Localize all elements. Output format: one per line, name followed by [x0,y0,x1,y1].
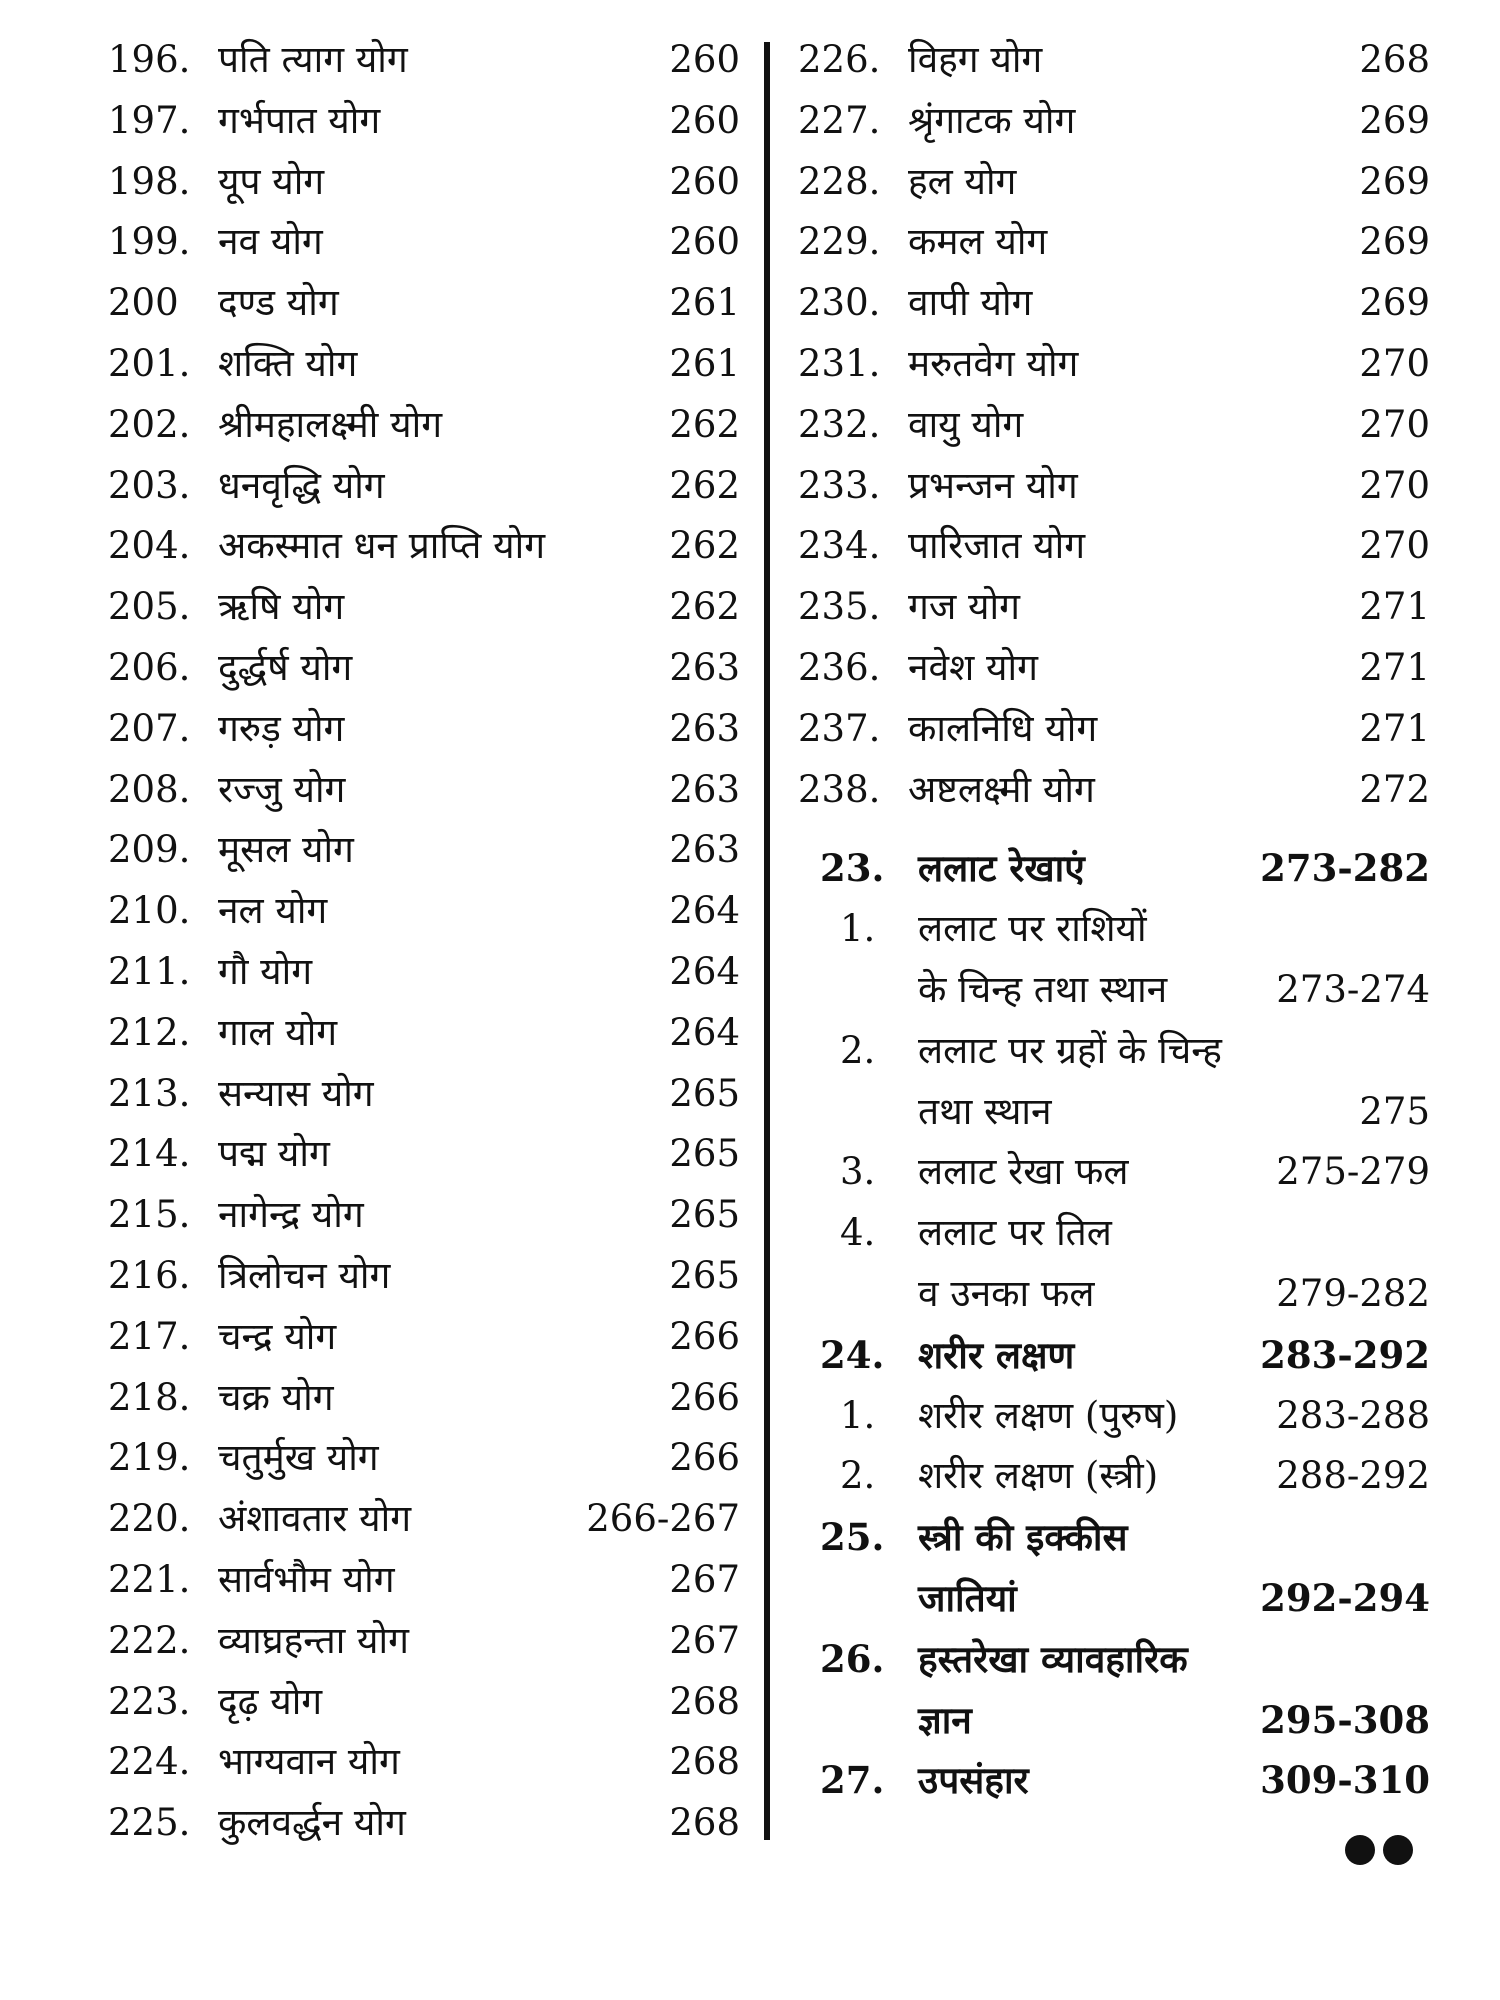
entry-page: 263 [669,645,740,689]
toc-entry-row [100,212,740,273]
entry-number: 2. [840,1028,876,1072]
entry-title: कुलवर्द्धन योग [218,1801,406,1845]
toc-entry-row [100,638,740,699]
entry-title: ललाट पर ग्रहों के चिन्ह [918,1028,1222,1072]
entry-page: 267 [669,1618,740,1662]
chapter-26-row [790,1629,1430,1690]
toc-entry-row [100,760,740,821]
entry-number: 204. [108,524,191,568]
entry-title: ऋषि योग [218,585,345,629]
entry-number: 218. [108,1375,191,1419]
entry-number: 225. [108,1801,191,1845]
entry-title: गौ योग [218,949,313,993]
entry-number: 196. [108,38,191,81]
entry-page: 266 [669,1314,740,1358]
toc-entry-row [790,212,1430,273]
entry-title: श्रीमहालक्ष्मी योग [218,402,443,446]
entry-number: 215. [108,1193,191,1237]
chapter-23-sub-2-cont-row [790,1082,1430,1143]
toc-entry-row [100,942,740,1003]
entry-number: 237. [798,706,881,750]
entry-page: 264 [669,889,740,933]
chapter-24-row [790,1325,1430,1386]
entry-number: 203. [108,463,191,507]
toc-entry-row [100,30,740,91]
chapter-27-row [790,1750,1430,1811]
entry-title: कालनिधि योग [908,706,1098,750]
entry-page: 265 [669,1132,740,1176]
entry-number: 207. [108,706,191,750]
entry-title: प्रभन्जन योग [908,463,1078,507]
toc-entry-row [100,1550,740,1611]
entry-page: 266 [669,1375,740,1419]
entry-page: 264 [669,1010,740,1054]
entry-title: नव योग [218,220,323,264]
entry-number: 27. [820,1758,885,1803]
entry-number: 222. [108,1618,191,1662]
ornament-dot [1383,1835,1413,1865]
entry-number: 227. [798,98,881,142]
entry-page: 260 [669,38,740,81]
entry-title: श्रृंगाटक योग [908,98,1076,142]
entry-page: 263 [669,706,740,750]
chapter-23-sub-3-row [790,1142,1430,1203]
toc-entry-row [790,456,1430,517]
entry-number: 238. [798,767,881,811]
entry-page: 269 [1359,98,1430,142]
entry-page: 260 [669,159,740,203]
entry-title: गज योग [908,585,1020,629]
toc-entry-row [100,1185,740,1246]
entry-title-continued: जातियां [918,1575,1017,1620]
entry-title: गर्भपात योग [218,98,381,142]
entry-number: 219. [108,1436,191,1480]
entry-title-continued: तथा स्थान [918,1089,1052,1133]
entry-page: 272 [1359,767,1430,811]
chapter-23-sub-1-row [790,899,1430,960]
toc-entry-row [100,881,740,942]
entry-title: पति त्याग योग [218,38,408,81]
entry-page: 295-308 [1260,1697,1430,1742]
toc-entry-row [100,1793,740,1854]
entry-title: चक्र योग [218,1375,334,1419]
entry-page: 279-282 [1276,1271,1430,1315]
entry-page: 270 [1359,463,1430,507]
toc-entry-row [790,699,1430,760]
entry-number: 208. [108,767,191,811]
ornament-dot [1345,1835,1375,1865]
entry-page: 271 [1359,585,1430,629]
entry-page: 275 [1359,1089,1430,1133]
entry-title: दुर्द्धर्ष योग [218,645,353,689]
entry-page: 260 [669,220,740,264]
toc-entry-row [100,516,740,577]
entry-title: यूप योग [218,159,325,203]
entry-title: रज्जु योग [218,767,346,811]
entry-number: 25. [820,1515,885,1560]
toc-entry-row [790,577,1430,638]
entry-number: 213. [108,1071,191,1115]
entry-page: 268 [669,1801,740,1845]
entry-page: 271 [1359,645,1430,689]
entry-number: 214. [108,1132,191,1176]
entry-title: गरुड़ योग [218,706,345,750]
entry-number: 211. [108,949,191,993]
toc-entry-row [790,273,1430,334]
entry-number: 223. [108,1679,191,1723]
entry-number: 198. [108,159,191,203]
entry-title: गाल योग [218,1010,338,1054]
entry-number: 236. [798,645,881,689]
entry-page: 262 [669,585,740,629]
chapter-24-sub-2-row [790,1446,1430,1507]
entry-page: 260 [669,98,740,142]
entry-page: 267 [669,1557,740,1601]
entry-page: 309-310 [1260,1758,1430,1803]
toc-entry-row [100,1732,740,1793]
entry-title: पारिजात योग [908,524,1086,568]
entry-title: चन्द्र योग [218,1314,337,1358]
entry-page: 269 [1359,159,1430,203]
entry-title: दृढ़ योग [218,1679,323,1723]
entry-page: 271 [1359,706,1430,750]
entry-page: 273-274 [1276,967,1430,1011]
entry-title: नागेन्द्र योग [218,1193,364,1237]
entry-number: 229. [798,220,881,264]
entry-title: कमल योग [908,220,1048,264]
entry-page: 288-292 [1276,1454,1430,1498]
entry-number: 197. [108,98,191,142]
entry-page: 266 [669,1436,740,1480]
entry-number: 200 [108,281,179,325]
entry-title: चतुर्मुख योग [218,1436,379,1480]
entry-title: नवेश योग [908,645,1038,689]
toc-entry-row [100,1124,740,1185]
entry-title: वायु योग [908,402,1024,446]
entry-title-continued: ज्ञान [918,1697,972,1742]
entry-title: सार्वभौम योग [218,1557,395,1601]
entry-page: 283-288 [1276,1393,1430,1437]
entry-number: 230. [798,281,881,325]
entry-page: 268 [669,1740,740,1784]
entry-number: 233. [798,463,881,507]
entry-title: सन्यास योग [218,1071,374,1115]
entry-number: 232. [798,402,881,446]
entry-number: 199. [108,220,191,264]
entry-number: 26. [820,1636,885,1681]
entry-page: 270 [1359,341,1430,385]
chapter-23-sub-4-cont-row [790,1264,1430,1325]
entry-title: मरुतवेग योग [908,341,1079,385]
toc-entry-row [100,152,740,213]
chapter-25-row [790,1507,1430,1568]
entry-title: हस्तरेखा व्यावहारिक [918,1636,1188,1681]
entry-number: 216. [108,1253,191,1297]
entry-number: 23. [820,846,885,891]
entry-title: विहग योग [908,38,1043,81]
chapter-23-sub-2-row [790,1021,1430,1082]
entry-title: अष्टलक्ष्मी योग [908,767,1095,811]
entry-title: शक्ति योग [218,341,358,385]
end-ornament [1345,1835,1421,1869]
toc-entry-row [100,1368,740,1429]
toc-entry-row [100,456,740,517]
entry-title: व्याघ्रहन्ता योग [218,1618,409,1662]
toc-entry-row [790,395,1430,456]
entry-page: 270 [1359,524,1430,568]
chapter-26-cont-row [790,1690,1430,1751]
entry-page: 270 [1359,402,1430,446]
toc-entry-row [100,1307,740,1368]
entry-number: 202. [108,402,191,446]
entry-number: 226. [798,38,881,81]
entry-number: 24. [820,1332,885,1377]
entry-page: 269 [1359,220,1430,264]
entry-number: 210. [108,889,191,933]
entry-number: 220. [108,1497,191,1541]
entry-page: 275-279 [1276,1150,1430,1194]
toc-entry-row [790,30,1430,91]
entry-number: 201. [108,341,191,385]
entry-title: शरीर लक्षण (पुरुष) [918,1393,1179,1437]
entry-page: 261 [669,341,740,385]
toc-entry-row [100,395,740,456]
toc-entry-row [100,334,740,395]
entry-number: 2. [840,1454,876,1498]
entry-number: 224. [108,1740,191,1784]
entry-number: 3. [840,1150,876,1194]
entry-page: 261 [669,281,740,325]
toc-entry-row [100,820,740,881]
entry-number: 1. [840,907,876,951]
entry-title: स्त्री की इक्कीस [918,1515,1128,1560]
entry-page: 262 [669,463,740,507]
entry-number: 235. [798,585,881,629]
entry-page: 263 [669,767,740,811]
entry-title: अंशावतार योग [218,1497,412,1541]
toc-entry-row [790,334,1430,395]
entry-page: 266-267 [586,1497,740,1541]
entry-number: 231. [798,341,881,385]
entry-page: 265 [669,1253,740,1297]
entry-number: 209. [108,828,191,872]
entry-page: 264 [669,949,740,993]
section-gap [790,820,1430,838]
chapter-23-sub-4-row [790,1203,1430,1264]
entry-title: शरीर लक्षण (स्त्री) [918,1454,1159,1498]
toc-entry-row [790,760,1430,821]
chapter-24-sub-1-row [790,1386,1430,1447]
toc-entry-row [790,91,1430,152]
entry-title: शरीर लक्षण [918,1332,1075,1377]
entry-page: 263 [669,828,740,872]
toc-entry-row [100,1064,740,1125]
entry-title-continued: के चिन्ह तथा स्थान [918,967,1168,1011]
entry-page: 265 [669,1071,740,1115]
entry-number: 212. [108,1010,191,1054]
toc-entry-row [790,516,1430,577]
toc-entry-row [100,699,740,760]
entry-title: ललाट पर तिल [918,1211,1112,1255]
left-column [100,30,740,1854]
chapter-23-row [790,838,1430,899]
toc-entry-row [100,1003,740,1064]
toc-entry-row [790,638,1430,699]
entry-number: 4. [840,1211,876,1255]
entry-title: धनवृद्धि योग [218,463,385,507]
toc-entry-row [100,1489,740,1550]
toc-entry-row [100,1611,740,1672]
entry-title: अकस्मात धन प्राप्ति योग [218,524,546,568]
entry-title: ललाट रेखा फल [918,1150,1129,1194]
entry-number: 221. [108,1557,191,1601]
entry-number: 228. [798,159,881,203]
entry-page: 273-282 [1260,846,1430,891]
right-yoga-list [790,30,1430,820]
entry-title: वापी योग [908,281,1033,325]
entry-title: पद्म योग [218,1132,330,1176]
chapter-23-sub-1-cont-row [790,960,1430,1021]
column-divider [764,42,770,1840]
toc-entry-row [100,577,740,638]
entry-page: 283-292 [1260,1332,1430,1377]
entry-number: 217. [108,1314,191,1358]
toc-entry-row [100,91,740,152]
entry-title: नल योग [218,889,328,933]
toc-entry-row [100,1246,740,1307]
entry-number: 234. [798,524,881,568]
entry-title: मूसल योग [218,828,354,872]
entry-title: त्रिलोचन योग [218,1253,391,1297]
toc-entry-row [100,273,740,334]
toc-entry-row [790,152,1430,213]
entry-number: 205. [108,585,191,629]
toc-entry-row [100,1428,740,1489]
entry-number: 1. [840,1393,876,1437]
entry-title: ललाट रेखाएं [918,846,1085,891]
entry-number: 206. [108,645,191,689]
entry-title: हल योग [908,159,1017,203]
entry-page: 292-294 [1260,1575,1430,1620]
entry-page: 268 [1359,38,1430,81]
entry-page: 262 [669,402,740,446]
chapter-25-cont-row [790,1568,1430,1629]
entry-title: ललाट पर राशियों [918,907,1147,951]
entry-title-continued: व उनका फल [918,1271,1095,1315]
right-column [790,30,1430,1811]
entry-page: 262 [669,524,740,568]
entry-title: उपसंहार [918,1758,1029,1803]
entry-page: 265 [669,1193,740,1237]
entry-title: भाग्यवान योग [218,1740,400,1784]
entry-page: 269 [1359,281,1430,325]
entry-page: 268 [669,1679,740,1723]
entry-title: दण्ड योग [218,281,339,325]
toc-entry-row [100,1672,740,1733]
